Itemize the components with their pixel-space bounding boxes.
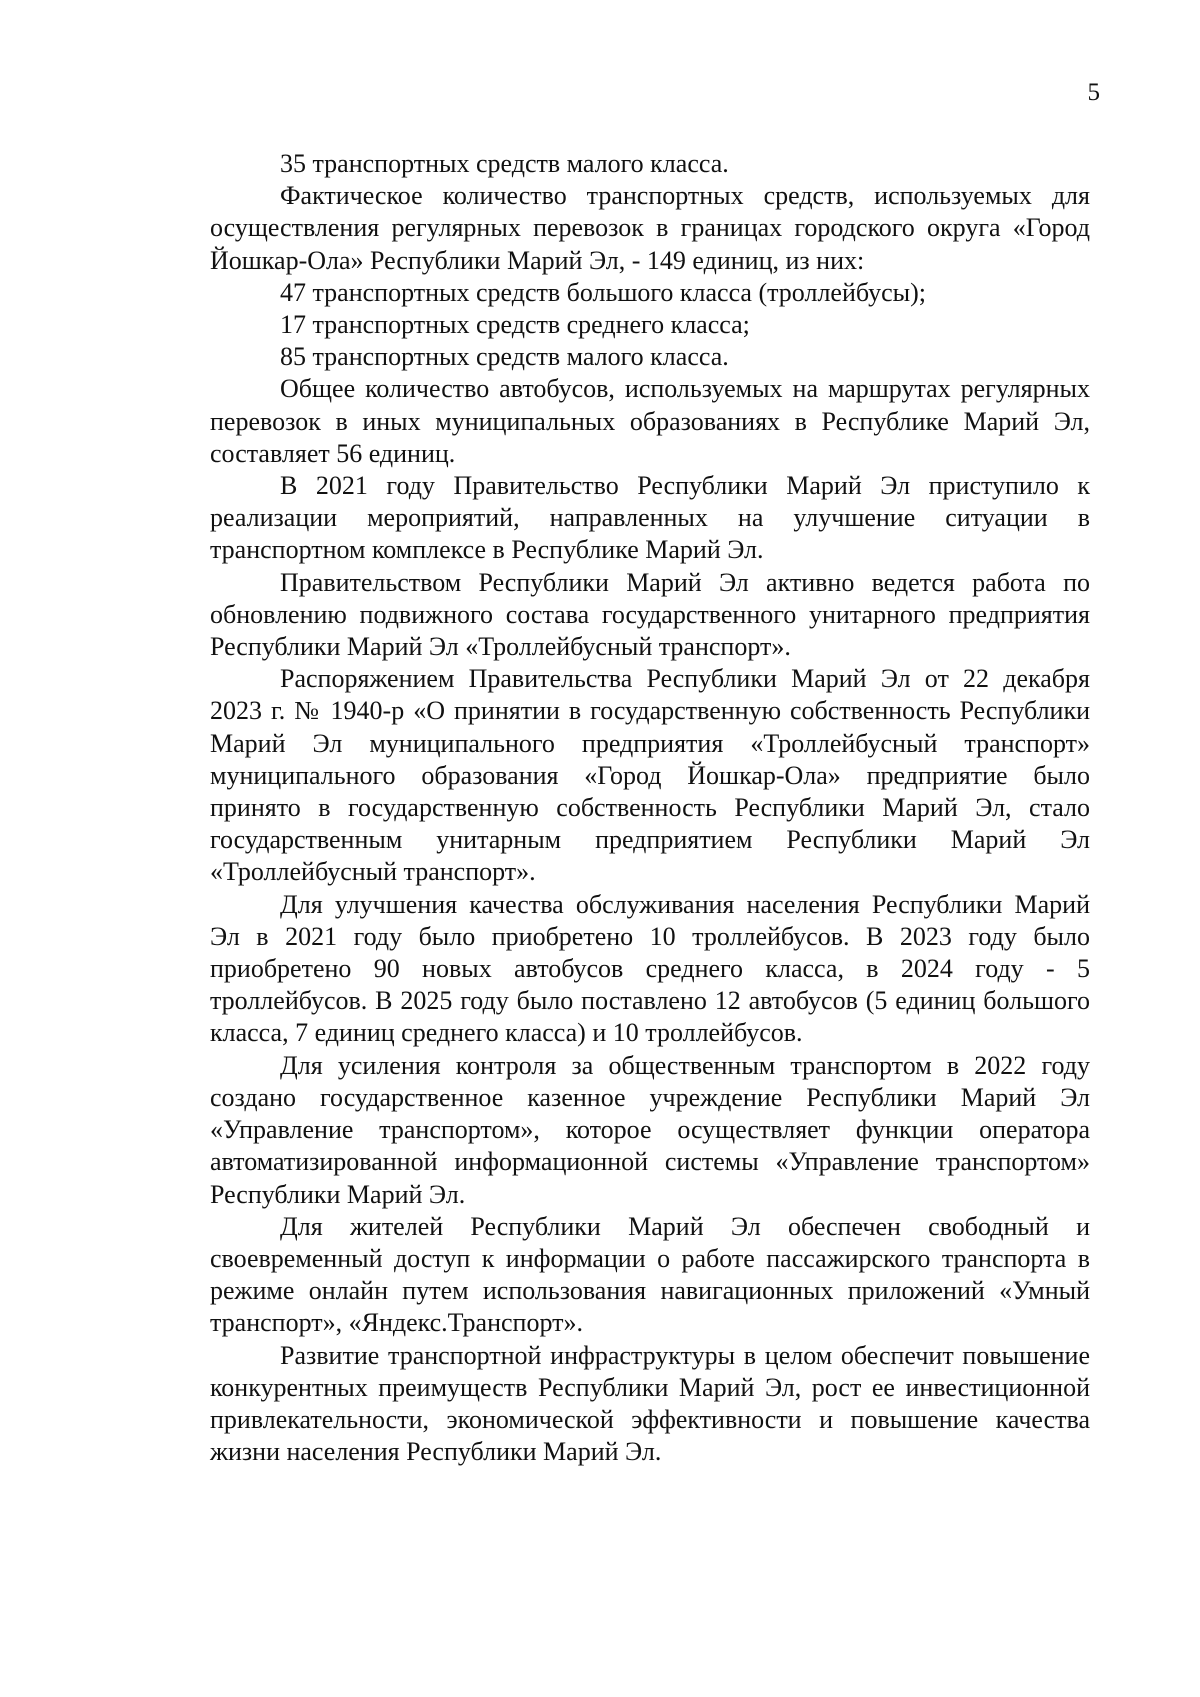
paragraph-10: Для улучшения качества обслуживания населения Республики Марий Эл в 2021 году было приобретено 10 троллейбусов. В 2023 году было приобретено 90 новых автобусов среднего класса, в 2024 году - 5 троллейбусов. В 2025 году было поставлено 12 автобусов (5 единиц большого класса, 7 единиц среднего класса) и 10 троллейбусов. [210,889,1090,1048]
paragraph-12: Для жителей Республики Марий Эл обеспечен свободный и своевременный доступ к информации о работе пассажирского транспорта в режиме онлайн путем использования навигационных приложений «Умный транспорт», «Яндекс.Транспорт». [210,1211,1090,1338]
paragraph-6: Общее количество автобусов, используемых на маршрутах регулярных перевозок в иных муниципальных образованиях в Республике Марий Эл, составляет 56 единиц. [210,374,1090,468]
paragraph-13: Развитие транспортной инфраструктуры в целом обеспечит повышение конкурентных преимуществ Республики Марий Эл, рост ее инвестиционной привлекательности, экономической эффективности и повышение качества жизни населения Республики Марий Эл. [210,1340,1090,1467]
paragraph-3: 47 транспортных средств большого класса (троллейбусы); [280,277,927,307]
paragraph-7: В 2021 году Правительство Республики Марий Эл приступило к реализации мероприятий, направленных на улучшение ситуации в транспортном комплексе в Республике Марий Эл. [210,471,1090,565]
paragraph-11: Для усиления контроля за общественным транспортом в 2022 году создано государственное казенное учреждение Республики Марий Эл «Управление транспортом», которое осуществляет функции оператора автоматизированной информационной системы «Управление транспортом» Республики Марий Эл. [210,1050,1090,1209]
document-body [210,148,1090,1468]
page-number: 5 [1087,79,1100,106]
paragraph-4: 17 транспортных средств среднего класса; [280,310,750,340]
paragraph-9: Распоряжением Правительства Республики Марий Эл от 22 декабря 2023 г. № 1940-р «О принятии в государственную собственность Республики Марий Эл муниципального предприятия «Троллейбусный транспорт» муниципального образования «Город Йошкар-Ола» предприятие было принято в государственную собственность Республики Марий Эл, стало государственным унитарным предприятием Республики Марий Эл «Троллейбусный транспорт». [210,664,1090,887]
paragraph-2: Фактическое количество транспортных средств, используемых для осуществления регулярных перевозок в границах городского округа «Город Йошкар-Ола» Республики Марий Эл, - 149 единиц, из них: [210,181,1090,275]
paragraph-5: 85 транспортных средств малого класса. [280,342,729,372]
paragraph-8: Правительством Республики Марий Эл активно ведется работа по обновлению подвижного состава государственного унитарного предприятия Республики Марий Эл «Троллейбусный транспорт». [210,567,1090,662]
paragraph-1: 35 транспортных средств малого класса. [280,149,729,178]
